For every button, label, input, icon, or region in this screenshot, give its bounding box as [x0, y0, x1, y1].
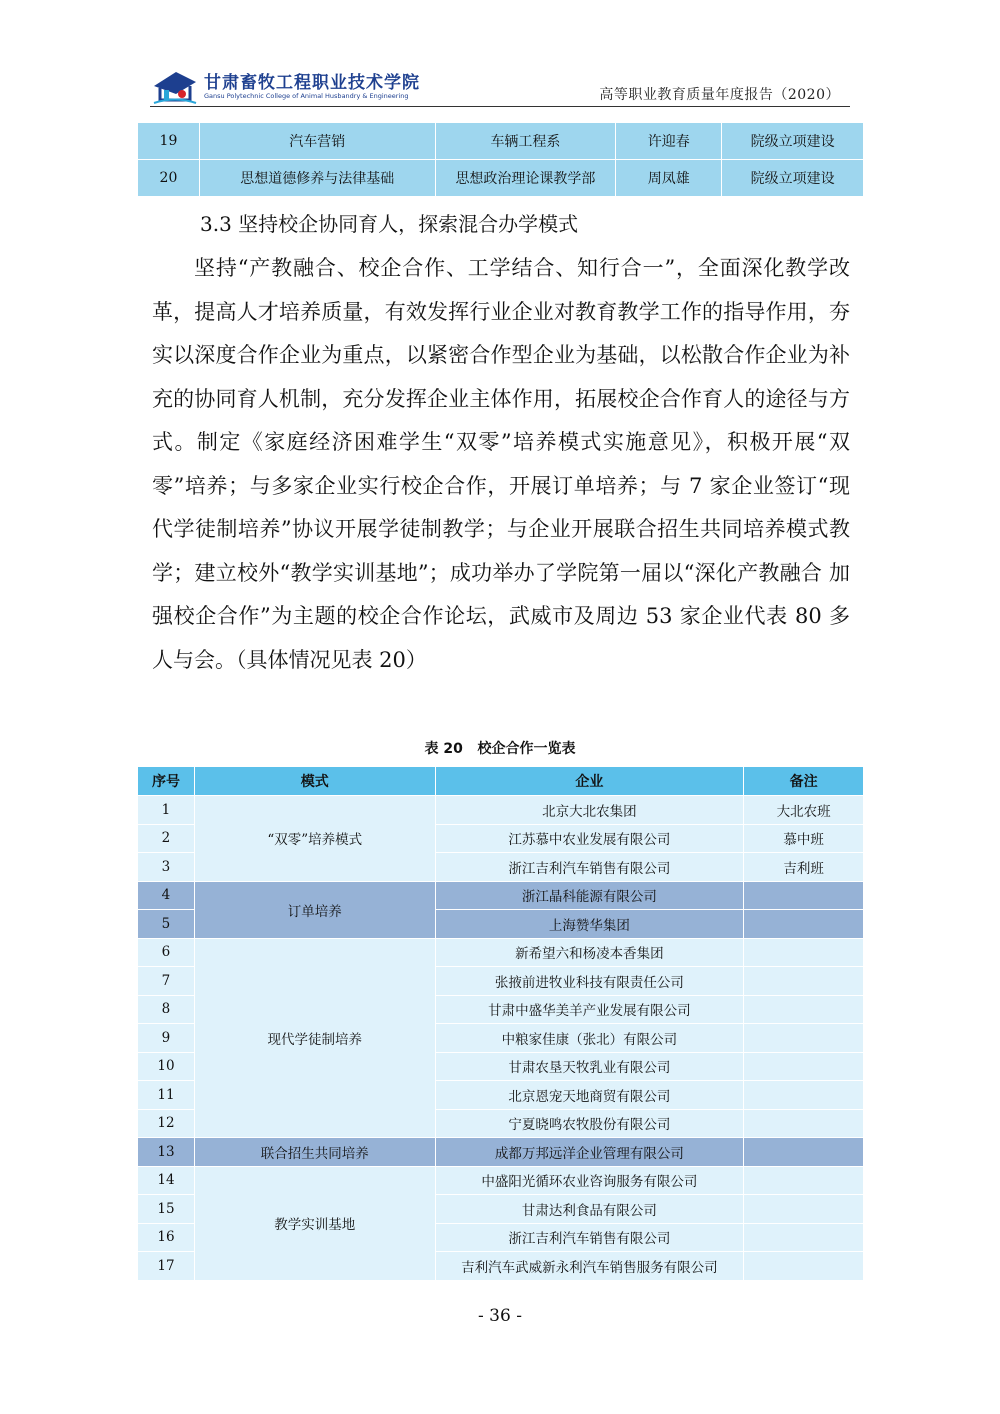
person-in-charge: 周凤雄 — [616, 160, 722, 197]
project-level: 院级立项建设 — [722, 160, 864, 197]
company-name: 中盛阳光循环农业咨询服务有限公司 — [435, 1166, 744, 1195]
note — [744, 881, 864, 910]
row-number: 12 — [138, 1109, 195, 1138]
department: 思想政治理论课教学部 — [435, 160, 616, 197]
row-number: 9 — [138, 1024, 195, 1053]
note: 慕中班 — [744, 824, 864, 853]
column-header-note: 备注 — [744, 767, 864, 796]
note — [744, 910, 864, 939]
cooperation-table — [137, 766, 864, 1281]
table-caption: 表 20 校企合作一览表 — [424, 741, 576, 757]
body-paragraph: 坚持“产教融合、校企合作、工学结合、知行合一”，全面深化教学改革，提高人才培养质量，有效发挥行业企业对教育教学工作的指导作用，夯实以深度合作企业为重点，以紧密合作型企业为基础，以松散合作企业为补充的协同育人机制，充分发挥企业主体作用，拓展校企合作育人的途径与方式。制定《家庭经济困难学生“双零”培养模式实施意见》，积极开展“双零”培养；与多家企业实行校企合作，开展订单培养；与 7 家企业签订“现代学徒制培养”协议开展学徒制教学；与企业开展联合招生共同培养模式教学；建立校外“教学实训基地”；成功举办了学院第一届以“深化产教融合 加强校企合作”为主题的校企合作论坛，武威市及周边 53 家企业代表 80 多人与会。（具体情况见表 20） — [152, 256, 850, 672]
company-name: 江苏慕中农业发展有限公司 — [435, 824, 744, 853]
row-number: 14 — [138, 1166, 195, 1195]
column-header-mode: 模式 — [194, 767, 435, 796]
mode-cell: 现代学徒制培养 — [194, 938, 435, 1138]
column-header-company: 企业 — [435, 767, 744, 796]
company-name: 北京恩宠天地商贸有限公司 — [435, 1081, 744, 1110]
row-number: 5 — [138, 910, 195, 939]
mode-cell: “双零”培养模式 — [194, 796, 435, 882]
note — [744, 995, 864, 1024]
company-name: 上海赞华集团 — [435, 910, 744, 939]
row-number: 8 — [138, 995, 195, 1024]
company-name: 浙江吉利汽车销售有限公司 — [435, 853, 744, 882]
row-number: 19 — [138, 123, 200, 160]
page-number: - 36 - — [478, 1306, 522, 1326]
table-header-row — [138, 767, 864, 796]
table-row — [138, 881, 864, 910]
note — [744, 1252, 864, 1281]
row-number: 2 — [138, 824, 195, 853]
company-name: 宁夏晓鸣农牧股份有限公司 — [435, 1109, 744, 1138]
company-name: 甘肃达利食品有限公司 — [435, 1195, 744, 1224]
table-row — [138, 123, 864, 160]
row-number: 3 — [138, 853, 195, 882]
table-row — [138, 1166, 864, 1195]
note — [744, 938, 864, 967]
course-name: 思想道德修养与法律基础 — [199, 160, 435, 197]
school-name-cn: 甘肃畜牧工程职业技术学院 — [204, 73, 420, 93]
table-row — [138, 160, 864, 197]
table-row — [138, 1138, 864, 1167]
company-name: 浙江晶科能源有限公司 — [435, 881, 744, 910]
note — [744, 1109, 864, 1138]
row-number: 20 — [138, 160, 200, 197]
row-number: 6 — [138, 938, 195, 967]
mode-cell: 联合招生共同培养 — [194, 1138, 435, 1167]
company-name: 北京大北农集团 — [435, 796, 744, 825]
section-heading: 3.3 坚持校企协同育人，探索混合办学模式 — [200, 212, 579, 236]
note: 大北农班 — [744, 796, 864, 825]
college-logo-icon — [152, 68, 198, 106]
note — [744, 967, 864, 996]
company-name: 中粮家佳康（张北）有限公司 — [435, 1024, 744, 1053]
page-header — [150, 62, 850, 108]
mode-cell: 教学实训基地 — [194, 1166, 435, 1280]
row-number: 4 — [138, 881, 195, 910]
row-number: 16 — [138, 1223, 195, 1252]
row-number: 1 — [138, 796, 195, 825]
company-name: 浙江吉利汽车销售有限公司 — [435, 1223, 744, 1252]
note — [744, 1081, 864, 1110]
note: 吉利班 — [744, 853, 864, 882]
row-number: 7 — [138, 967, 195, 996]
company-name: 新希望六和杨凌本香集团 — [435, 938, 744, 967]
report-title: 高等职业教育质量年度报告（2020） — [599, 87, 840, 103]
column-header-number: 序号 — [138, 767, 195, 796]
note — [744, 1052, 864, 1081]
mode-cell: 订单培养 — [194, 881, 435, 938]
person-in-charge: 许迎春 — [616, 123, 722, 160]
header-divider — [150, 106, 850, 107]
row-number: 15 — [138, 1195, 195, 1224]
row-number: 17 — [138, 1252, 195, 1281]
table-row — [138, 796, 864, 825]
note — [744, 1166, 864, 1195]
company-name: 甘肃中盛华美羊产业发展有限公司 — [435, 995, 744, 1024]
company-name: 吉利汽车武威新永利汽车销售服务有限公司 — [435, 1252, 744, 1281]
school-name-en: Gansu Polytechnic College of Animal Husbandry & Engineering — [204, 92, 409, 100]
note — [744, 1138, 864, 1167]
row-number: 11 — [138, 1081, 195, 1110]
row-number: 10 — [138, 1052, 195, 1081]
project-level: 院级立项建设 — [722, 123, 864, 160]
continued-course-table — [137, 122, 864, 197]
note — [744, 1223, 864, 1252]
course-name: 汽车营销 — [199, 123, 435, 160]
row-number: 13 — [138, 1138, 195, 1167]
note — [744, 1195, 864, 1224]
company-name: 成都万邦远洋企业管理有限公司 — [435, 1138, 744, 1167]
note — [744, 1024, 864, 1053]
company-name: 甘肃农垦天牧乳业有限公司 — [435, 1052, 744, 1081]
company-name: 张掖前进牧业科技有限责任公司 — [435, 967, 744, 996]
department: 车辆工程系 — [435, 123, 616, 160]
table-row — [138, 938, 864, 967]
